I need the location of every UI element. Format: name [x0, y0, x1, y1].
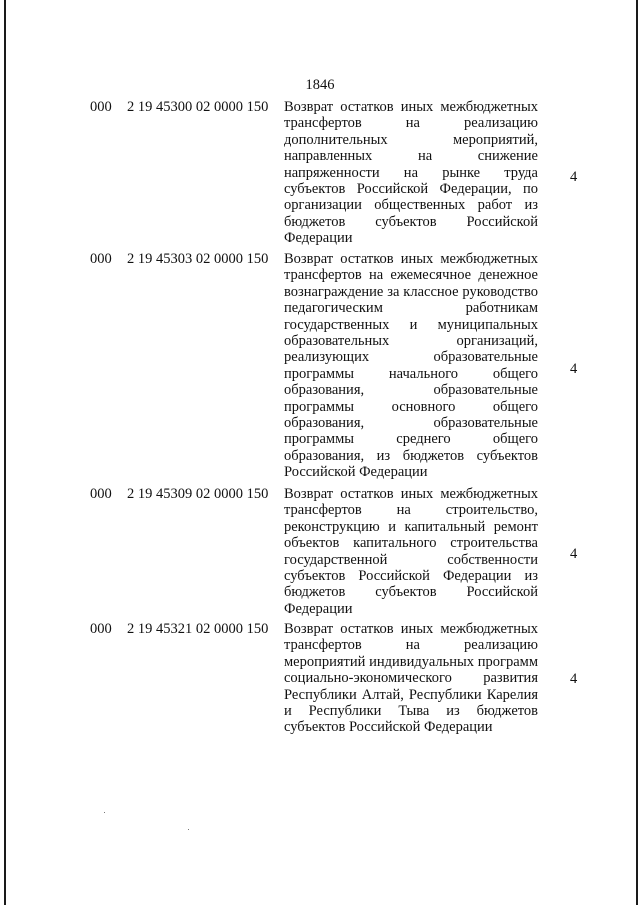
description-line: субъектов Российской Федерации, по [284, 180, 538, 197]
budget-classification-code: 2 19 45303 02 0000 150 [127, 251, 269, 267]
description-line: трансфертов на реализацию [284, 637, 538, 654]
row-flag: 4 [570, 546, 578, 562]
description-line: субъектов Российской Федерации [284, 719, 493, 736]
admin-code: 000 [90, 99, 112, 115]
description-line: дополнительных мероприятий, [284, 131, 538, 148]
description-line: Федерации [284, 600, 353, 617]
description-line: трансфертов на реализацию [284, 115, 538, 132]
admin-code: 000 [90, 621, 112, 637]
description-line: программы основного общего [284, 398, 538, 415]
description-line: программы начального общего [284, 365, 538, 382]
description-line: трансфертов на ежемесячное денежное [284, 267, 538, 284]
description-line: Федерации [284, 230, 353, 247]
description-line: мероприятий индивидуальных программ [284, 653, 538, 670]
description-line: педагогическим работникам [284, 300, 538, 317]
scan-edge-left [4, 0, 6, 905]
description-line: Республики Алтай, Республики Карелия [284, 686, 538, 703]
scan-speck [104, 812, 105, 813]
description-line: Возврат остатков иных межбюджетных [284, 621, 538, 637]
row-description [284, 251, 538, 480]
description-line: Возврат остатков иных межбюджетных [284, 251, 538, 267]
description-line: Российской Федерации [284, 464, 428, 481]
row-description [284, 486, 538, 617]
description-line: реализующих образовательные [284, 349, 538, 366]
admin-code: 000 [90, 251, 112, 267]
description-line: программы среднего общего [284, 431, 538, 448]
row-flag: 4 [570, 671, 578, 687]
description-line: социально-экономического развития [284, 670, 538, 687]
description-line: Возврат остатков иных межбюджетных [284, 99, 538, 115]
description-line: Возврат остатков иных межбюджетных [284, 486, 538, 502]
description-line: государственной собственности [284, 551, 538, 568]
description-line: образования, из бюджетов субъектов [284, 447, 538, 464]
description-line: бюджетов субъектов Российской [284, 584, 538, 601]
scan-speck [188, 829, 189, 830]
description-line: субъектов Российской Федерации из [284, 567, 538, 584]
description-line: бюджетов субъектов Российской [284, 213, 538, 230]
scan-edge-right [636, 0, 638, 905]
row-description [284, 621, 538, 736]
description-line: и Республики Тыва из бюджетов [284, 702, 538, 719]
description-line: организации общественных работ из [284, 197, 538, 214]
budget-classification-code: 2 19 45321 02 0000 150 [127, 621, 269, 637]
row-flag: 4 [570, 361, 578, 377]
row-flag: 4 [570, 169, 578, 185]
description-line: образования, образовательные [284, 414, 538, 431]
budget-classification-code: 2 19 45300 02 0000 150 [127, 99, 269, 115]
description-line: государственных и муниципальных [284, 316, 538, 333]
row-description [284, 99, 538, 247]
budget-classification-code: 2 19 45309 02 0000 150 [127, 486, 269, 502]
description-line: реконструкцию и капитальный ремонт [284, 518, 538, 535]
description-line: образования, образовательные [284, 382, 538, 399]
description-line: вознаграждение за классное руководство [284, 283, 538, 300]
description-line: направленных на снижение [284, 148, 538, 165]
description-line: объектов капитального строительства [284, 535, 538, 552]
admin-code: 000 [90, 486, 112, 502]
description-line: образовательных организаций, [284, 332, 538, 349]
description-line: трансфертов на строительство, [284, 502, 538, 519]
page-number: 1846 [305, 77, 335, 93]
description-line: напряженности на рынке труда [284, 164, 538, 181]
